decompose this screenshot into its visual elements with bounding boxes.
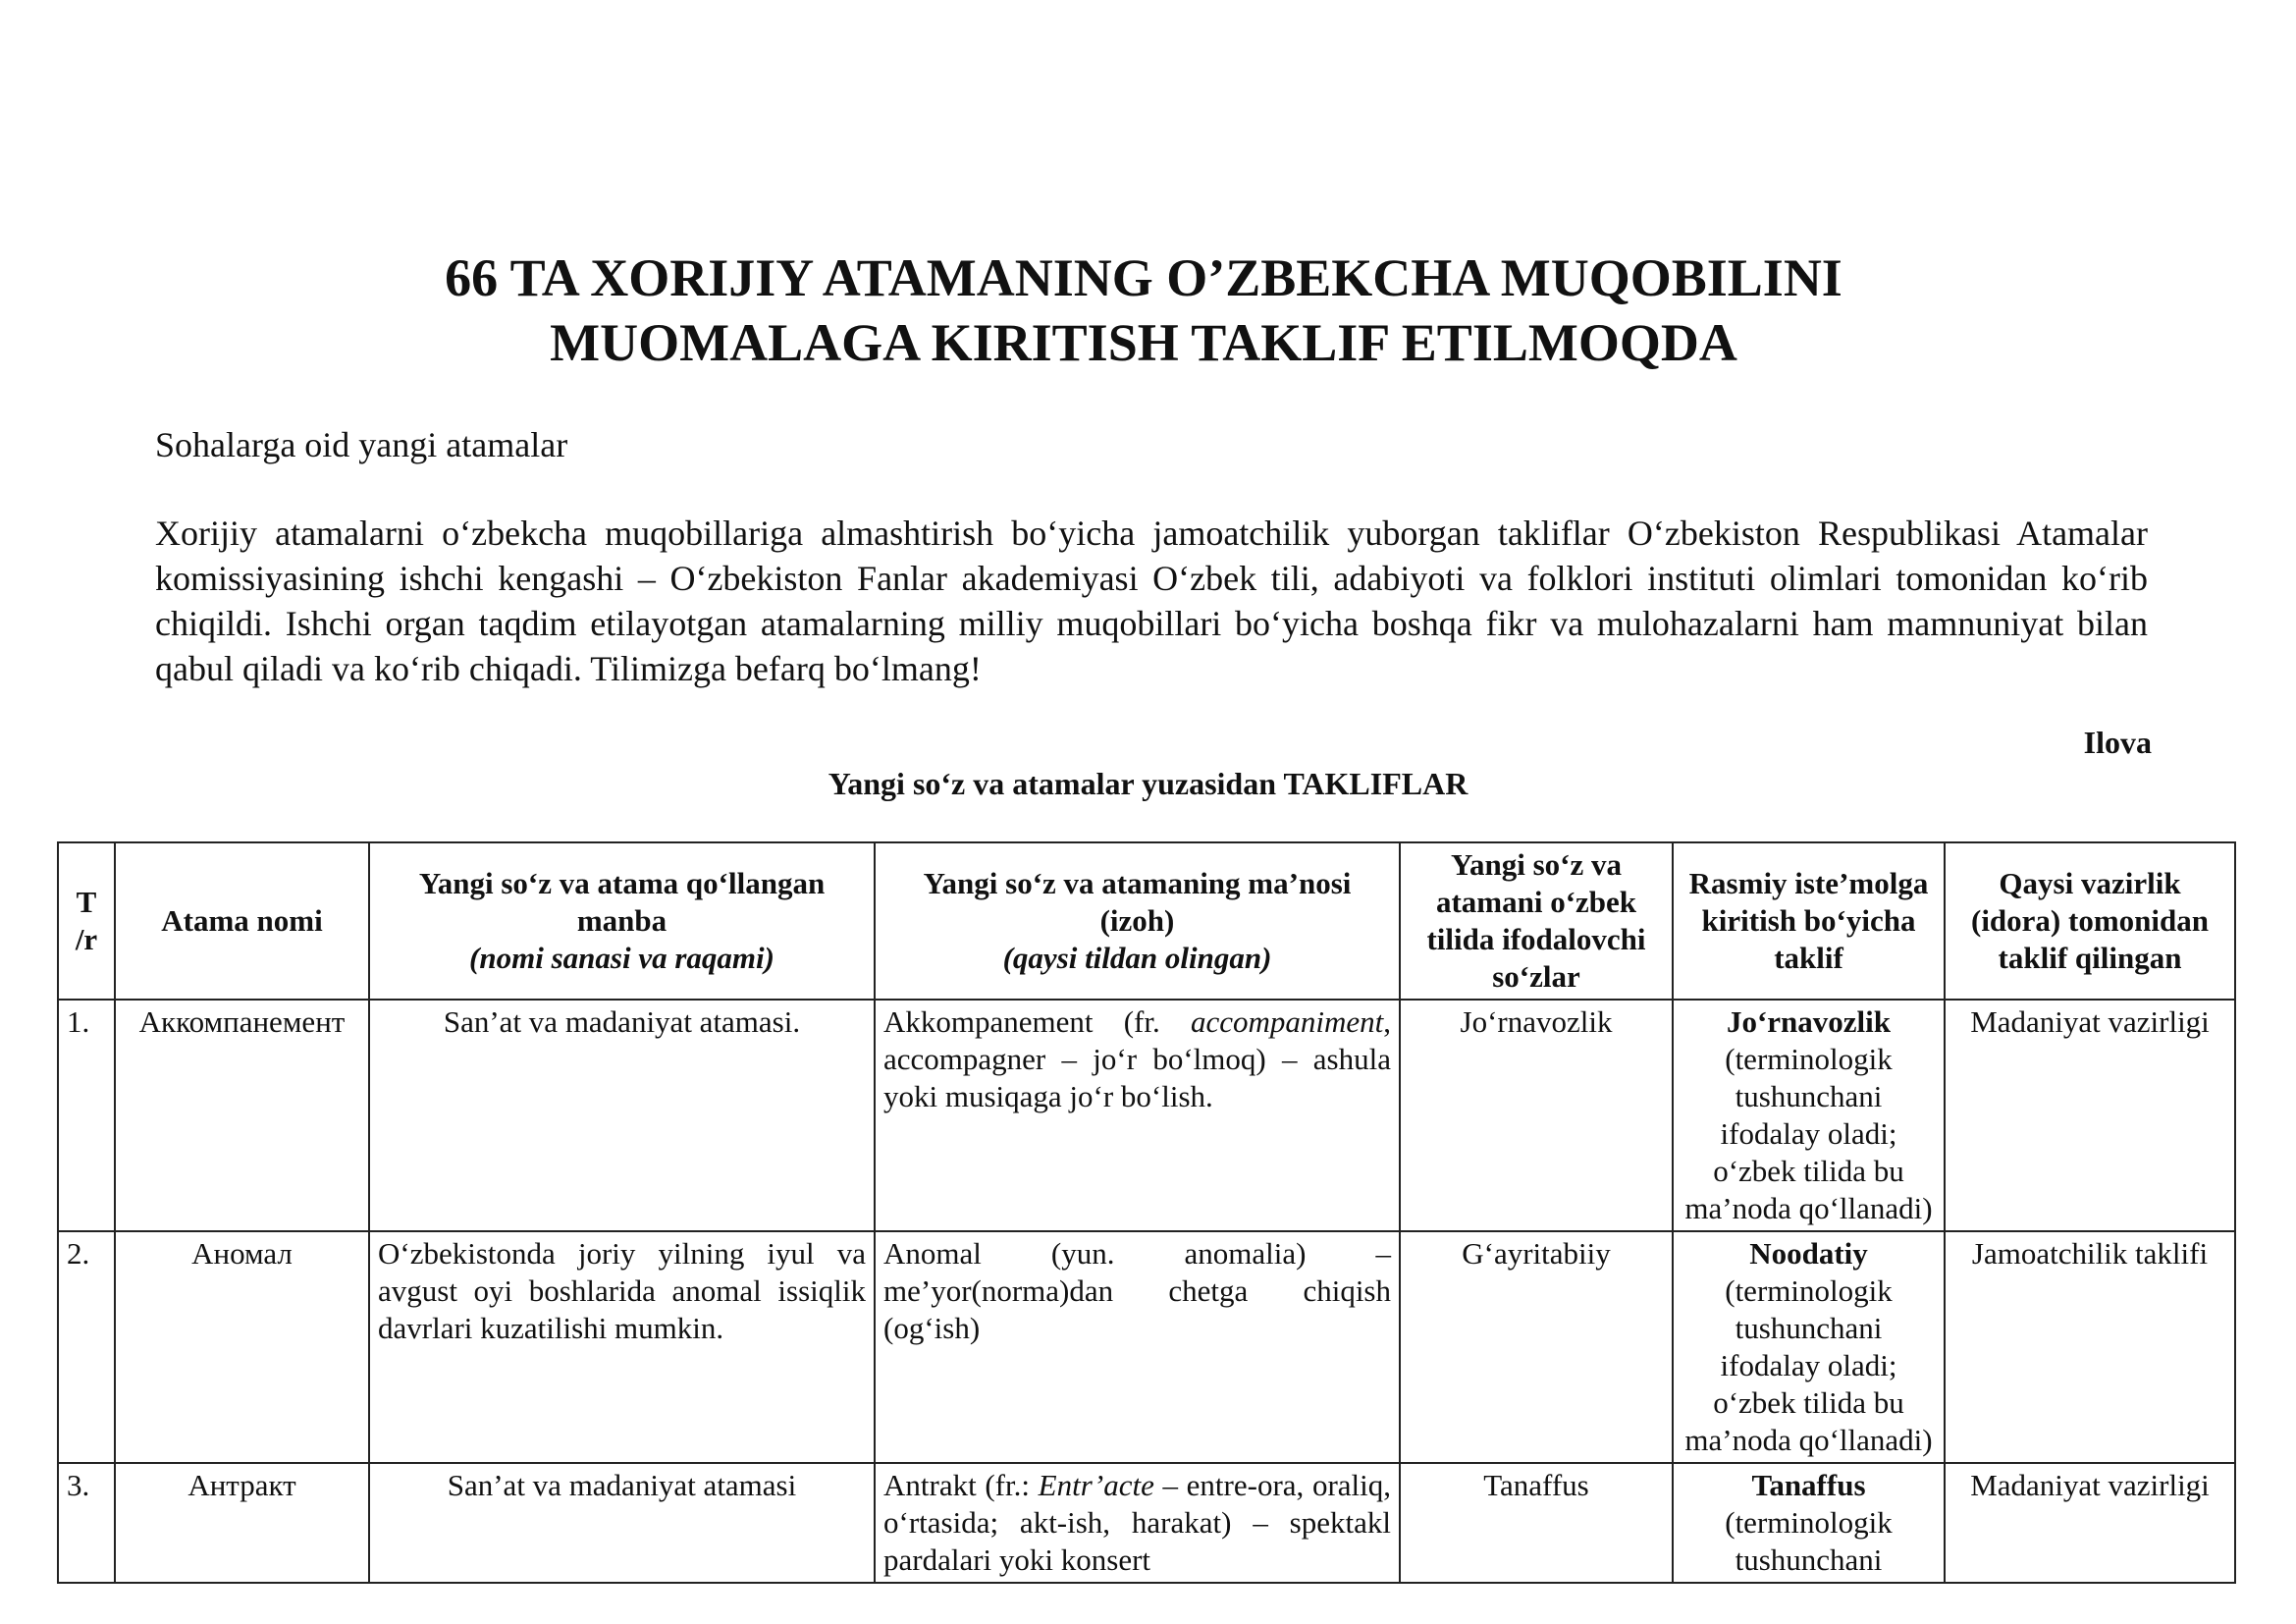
table-row: [58, 1463, 2235, 1583]
taklif-note: (terminologik tushunchani ifodalay oladi; o‘zbek tilida bu ma’noda qo‘llanadi): [1684, 1273, 1933, 1457]
cell-atama: Антракт: [115, 1463, 369, 1583]
header-vazirlik: Qaysi vazirlik (idora) tomonidan taklif qilingan: [1945, 842, 2235, 1000]
cell-taklif: [1673, 1231, 1945, 1463]
table-caption: Yangi so‘z va atamalar yuzasidan TAKLIFLAR: [828, 766, 1468, 801]
izoh-pre: Akkompanement (fr.: [883, 1004, 1191, 1039]
cell-izoh: [875, 1000, 1400, 1231]
header-atama: Atama nomi: [115, 842, 369, 1000]
header-tr: T /r: [58, 842, 115, 1000]
proposals-table: [57, 841, 2236, 1584]
cell-izoh: [875, 1231, 1400, 1463]
izoh-post: , accompagner – jo‘r bo‘lmoq) – ashula yoki musiqaga jo‘r bo‘lish.: [883, 1004, 1391, 1113]
izoh-pre: Anomal (yun. anomalia) – me’yor(norma)dan chetga chiqish (og‘ish): [883, 1236, 1391, 1345]
cell-ifodalovchi: Tanaffus: [1400, 1463, 1673, 1583]
taklif-main: Jo‘rnavozlik: [1726, 1004, 1892, 1039]
izoh-pre: Antrakt (fr.:: [883, 1468, 1039, 1502]
appendix-label: Ilova: [2083, 725, 2152, 760]
cell-taklif: [1673, 1000, 1945, 1231]
title-line-2: MUOMALAGA KIRITISH TAKLIF ETILMOQDA: [550, 313, 1737, 372]
cell-taklif: [1673, 1463, 1945, 1583]
header-manba-main: Yangi so‘z va atama qo‘llangan manba: [418, 866, 826, 938]
cell-ifodalovchi: G‘ayritabiiy: [1400, 1231, 1673, 1463]
cell-manba: San’at va madaniyat atamasi.: [369, 1000, 875, 1231]
table-header-row: [58, 842, 2235, 1000]
header-manosi: [875, 842, 1400, 1000]
izoh-italic: Entr’acte: [1038, 1468, 1154, 1502]
izoh-post: – entre-ora, oraliq, o‘rtasida; akt-ish, harakat) – spektakl pardalari yoki konsert: [883, 1468, 1391, 1577]
izoh-italic: accompaniment: [1190, 1004, 1384, 1039]
cell-manba: O‘zbekistonda joriy yilning iyul va avgust oyi boshlarida anomal issiqlik davrlari kuzatilishi mumkin.: [369, 1231, 875, 1463]
cell-vazirlik: Jamoatchilik taklifi: [1945, 1231, 2235, 1463]
taklif-note: (terminologik tushunchani: [1725, 1505, 1893, 1577]
cell-vazirlik: Madaniyat vazirligi: [1945, 1000, 2235, 1231]
header-manba-italic: (nomi sanasi va raqami): [469, 941, 774, 975]
cell-manba: San’at va madaniyat atamasi: [369, 1463, 875, 1583]
title-line-1: 66 TA XORIJIY ATAMANING O’ZBEKCHA MUQOBILINI: [445, 248, 1842, 307]
cell-atama: Аномал: [115, 1231, 369, 1463]
section-subtitle: Sohalarga oid yangi atamalar: [155, 425, 568, 464]
cell-num: 2.: [58, 1231, 115, 1463]
intro-paragraph: Xorijiy atamalarni o‘zbekcha muqobillariga almashtirish bo‘yicha jamoatchilik yuborgan takliflar O‘zbekiston Respublikasi Atamalar komissiyasining ishchi kengashi – O‘zbekiston Fanlar akademiyasi O‘zbek tili, adabiyoti va folklori instituti olimlari tomonidan ko‘rib chiqildi. Ishchi organ taqdim etilayotgan atamalarning milliy muqobillari bo‘yicha boshqa fikr va mulohazalarni ham mamnuniyat bilan qabul qiladi va ko‘rib chiqadi. Tilimizga befarq bo‘lmang!: [155, 514, 2148, 688]
header-ifodalovchi: Yangi so‘z va atamani o‘zbek tilida ifodalovchi so‘zlar: [1400, 842, 1673, 1000]
header-manosi-italic: (qaysi tildan olingan): [1002, 941, 1272, 975]
table-row: [58, 1000, 2235, 1231]
header-taklif: Rasmiy iste’molga kiritish bo‘yicha taklif: [1673, 842, 1945, 1000]
cell-atama: Аккомпанемент: [115, 1000, 369, 1231]
taklif-main: Tanaffus: [1751, 1468, 1866, 1502]
document-title: [147, 245, 2140, 375]
cell-num: 3.: [58, 1463, 115, 1583]
taklif-main: Noodatiy: [1749, 1236, 1868, 1271]
cell-vazirlik: Madaniyat vazirligi: [1945, 1463, 2235, 1583]
header-manosi-main: Yangi so‘z va atamaning ma’nosi (izoh): [923, 866, 1352, 938]
table-row: [58, 1231, 2235, 1463]
cell-izoh: [875, 1463, 1400, 1583]
cell-ifodalovchi: Jo‘rnavozlik: [1400, 1000, 1673, 1231]
header-manba: [369, 842, 875, 1000]
taklif-note: (terminologik tushunchani ifodalay oladi; o‘zbek tilida bu ma’noda qo‘llanadi): [1684, 1042, 1933, 1225]
cell-num: 1.: [58, 1000, 115, 1231]
